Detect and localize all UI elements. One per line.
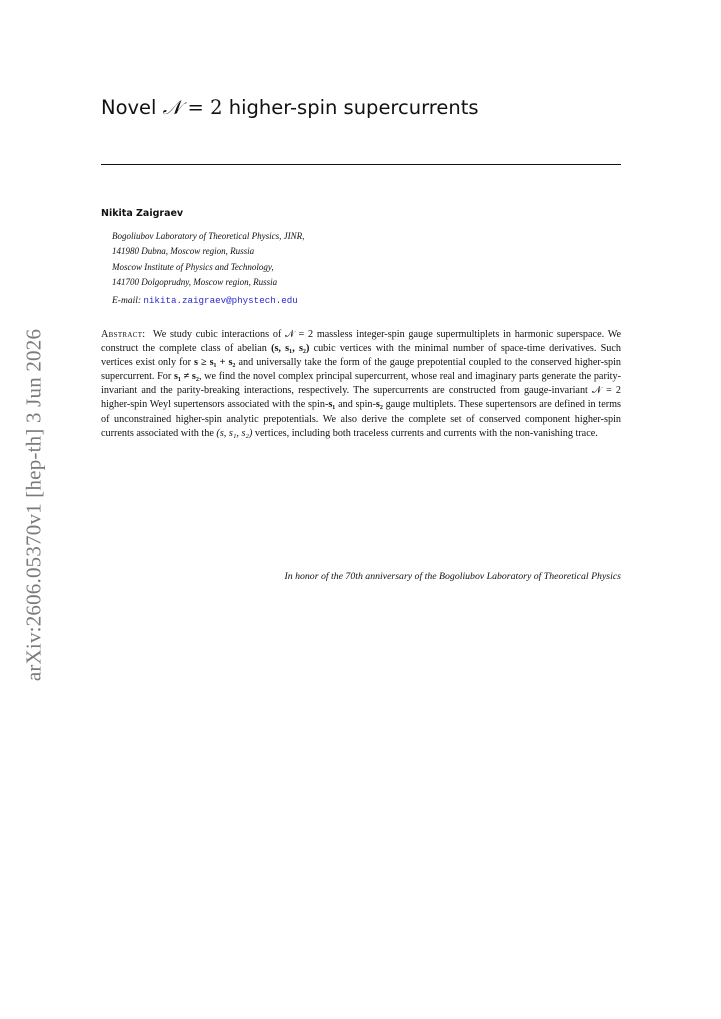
- abstract-math: (s, s₁, s₂): [271, 343, 310, 355]
- affiliation-line: 141700 Dolgoprudny, Moscow region, Russia: [112, 276, 278, 287]
- title-pre: Novel: [101, 96, 163, 119]
- abstract-math: s₂: [375, 399, 383, 411]
- abstract-text: cubic vertices with the minimal number of space-time derivatives. Such vertices exist only for: [101, 343, 621, 369]
- email-link[interactable]: nikita.zaigraev@phystech.edu: [143, 295, 298, 306]
- title-mid: = 2: [181, 96, 223, 119]
- abstract-text: and spin-: [335, 399, 376, 411]
- abstract-text: , we find the novel complex principal supercurrent, whose real and imaginary parts generate the parity-invariant and the parity-breaking interactions, respectively. The supercurrents are constructed from gauge-invariant 𝒩 = 2 higher-spin Weyl supertensors associated with the spin-: [101, 371, 621, 411]
- abstract-text: and universally take the form of the gauge prepotential coupled to the conserved higher-spin supercurrent. For: [101, 357, 621, 383]
- affiliations: [112, 229, 304, 290]
- title-symbol: 𝒩: [162, 96, 182, 119]
- abstract-text: We study cubic interactions of 𝒩 = 2 massless integer-spin gauge supermultiplets in harmonic superspace. We construct the complete class of abelian: [101, 329, 622, 355]
- email-line: [112, 295, 298, 306]
- dedication: In honor of the 70th anniversary of the Bogoliubov Laboratory of Theoretical Physics: [284, 571, 621, 582]
- email-label: E-mail:: [112, 296, 142, 306]
- author-name: Nikita Zaigraev: [101, 208, 184, 219]
- abstract-math: s₁ ≠ s₂: [173, 371, 199, 383]
- title-rule: [101, 164, 621, 165]
- arxiv-identifier: arXiv:2606.05370v1 [hep-th] 3 Jun 2026: [21, 328, 46, 682]
- abstract-heading: Abstract:: [101, 329, 146, 340]
- abstract-math: s ≥ s₁ + s₂: [194, 357, 236, 369]
- affiliation-line: 141980 Dubna, Moscow region, Russia: [112, 246, 255, 257]
- affiliation-line: Moscow Institute of Physics and Technology,: [112, 261, 274, 272]
- abstract-text: gauge multiplets. These supertensors are defined in terms of unconstrained higher-spin analytic prepotentials. We also derive the complete set of conserved component higher-spin currents associated with the: [101, 399, 621, 439]
- abstract-math: (s, s₁, s₂): [216, 427, 253, 439]
- affiliation-line: Bogoliubov Laboratory of Theoretical Physics, JINR,: [112, 231, 305, 241]
- abstract: [101, 328, 621, 441]
- abstract-math: s₁: [328, 399, 336, 411]
- abstract-text: vertices, including both traceless currents and currents with the non-vanishing trace.: [252, 427, 598, 439]
- paper-title: [101, 96, 479, 119]
- title-post: higher-spin supercurrents: [222, 96, 479, 119]
